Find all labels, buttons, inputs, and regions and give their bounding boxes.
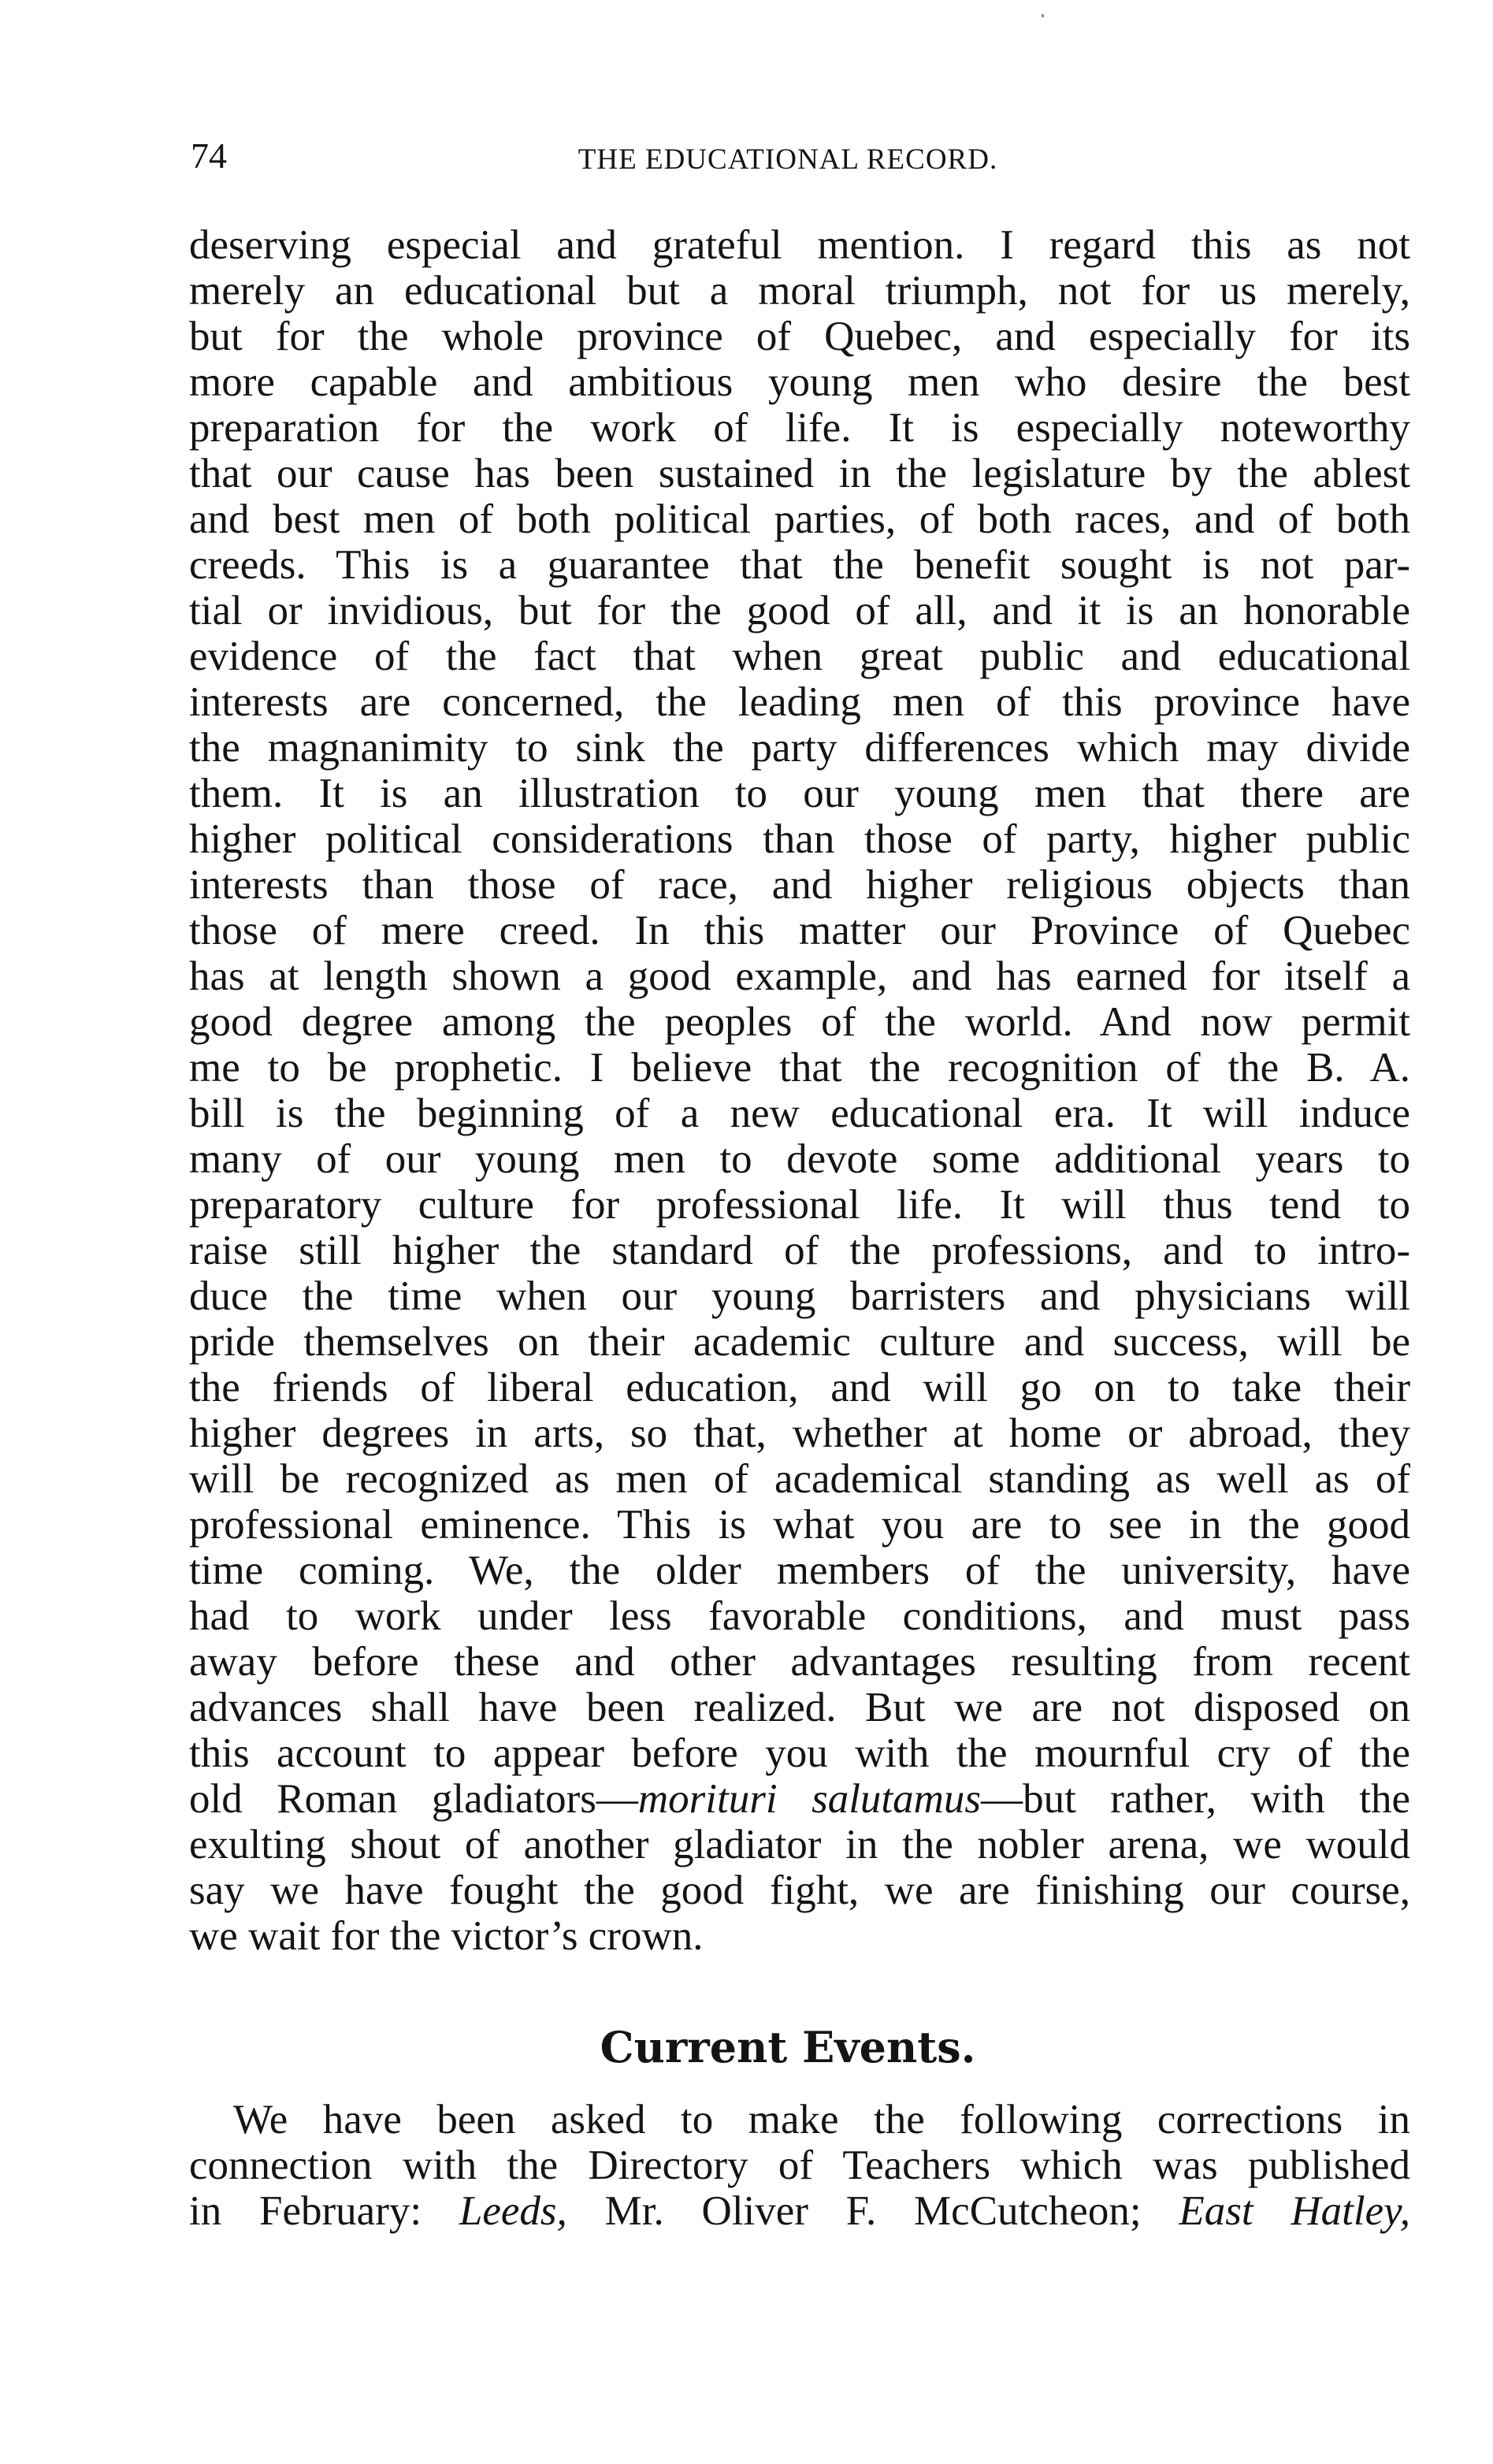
text-line: preparation for the work of life. It is especially noteworthy	[189, 405, 1410, 451]
text-line: pride themselves on their academic culture and success, will be	[189, 1319, 1410, 1365]
text-line: higher political considerations than those of party, higher public	[189, 816, 1410, 862]
text-line: evidence of the fact that when great public and educational	[189, 634, 1410, 679]
latin-phrase: morituri salutamus	[637, 1776, 982, 1822]
text-line: those of mere creed. In this matter our Province of Quebec	[189, 908, 1410, 953]
text-line: interests are concerned, the leading men of this province have	[189, 679, 1410, 725]
place-name: Leeds,	[459, 2188, 567, 2234]
text-line: them. It is an illustration to our young men that there are	[189, 771, 1410, 816]
text-line: creeds. This is a guarantee that the benefit sought is not par-	[189, 542, 1410, 588]
page-number: 74	[191, 136, 227, 176]
text-line: but for the whole province of Quebec, and especially for its	[189, 314, 1410, 359]
text-line: merely an educational but a moral triumph, not for us merely,	[189, 268, 1410, 314]
text-line: bill is the beginning of a new educational era. It will induce	[189, 1091, 1410, 1136]
text-line: deserving especial and grateful mention. I regard this as not	[189, 222, 1410, 268]
text-line: say we have fought the good fight, we are finishing our course,	[189, 1868, 1410, 1913]
text-line: duce the time when our young barristers and physicians will	[189, 1273, 1410, 1319]
text-line: time coming. We, the older members of the university, have	[189, 1548, 1410, 1593]
text-line: that our cause has been sustained in the legislature by the ablest	[189, 451, 1410, 496]
section-body	[189, 2097, 1410, 2234]
text-fragment: —but rather, with the	[981, 1776, 1411, 1822]
text-fragment: in February:	[189, 2188, 459, 2234]
teacher-name: Mr. Oliver F. McCutcheon;	[566, 2188, 1179, 2234]
article-body	[189, 222, 1410, 1959]
text-line: the friends of liberal education, and will go on to take their	[189, 1365, 1410, 1410]
text-fragment: old Roman gladiators—	[189, 1776, 638, 1822]
text-line: higher degrees in arts, so that, whether at home or abroad, they	[189, 1410, 1410, 1456]
place-name: East Hatley,	[1179, 2188, 1410, 2234]
text-line: good degree among the peoples of the world. And now permit	[189, 999, 1410, 1045]
text-line: more capable and ambitious young men who desire the best	[189, 359, 1410, 405]
section-heading: Current Events.	[600, 2022, 976, 2072]
text-line: this account to appear before you with the mournful cry of the	[189, 1730, 1410, 1776]
text-line: will be recognized as men of academical standing as well as of	[189, 1456, 1410, 1502]
text-line: the magnanimity to sink the party differences which may divide	[189, 725, 1410, 771]
text-line: tial or invidious, but for the good of all, and it is an honorable	[189, 588, 1410, 634]
text-line: professional eminence. This is what you are to see in the good	[189, 1502, 1410, 1548]
text-line: and best men of both political parties, of both races, and of both	[189, 496, 1410, 542]
text-line: interests than those of race, and higher religious objects than	[189, 862, 1410, 908]
text-line-latin-quote	[189, 1776, 1410, 1822]
scan-speck	[1042, 14, 1044, 17]
text-line: exulting shout of another gladiator in the nobler arena, we would	[189, 1822, 1410, 1868]
text-line: We have been asked to make the following corrections in	[233, 2097, 1410, 2143]
running-title: THE EDUCATIONAL RECORD.	[578, 143, 998, 176]
text-line: me to be prophetic. I believe that the recognition of the B. A.	[189, 1045, 1410, 1091]
text-line: many of our young men to devote some additional years to	[189, 1136, 1410, 1182]
text-line: raise still higher the standard of the professions, and to intro-	[189, 1228, 1410, 1273]
text-line: connection with the Directory of Teachers which was published	[189, 2143, 1410, 2188]
text-line: had to work under less favorable conditions, and must pass	[189, 1593, 1410, 1639]
text-line: has at length shown a good example, and has earned for itself a	[189, 953, 1410, 999]
text-line: advances shall have been realized. But we are not disposed on	[189, 1685, 1410, 1730]
text-line: away before these and other advantages resulting from recent	[189, 1639, 1410, 1685]
text-line: we wait for the victor’s crown.	[189, 1913, 704, 1959]
text-line: preparatory culture for professional life. It will thus tend to	[189, 1182, 1410, 1228]
text-line-corrections	[189, 2188, 1410, 2234]
